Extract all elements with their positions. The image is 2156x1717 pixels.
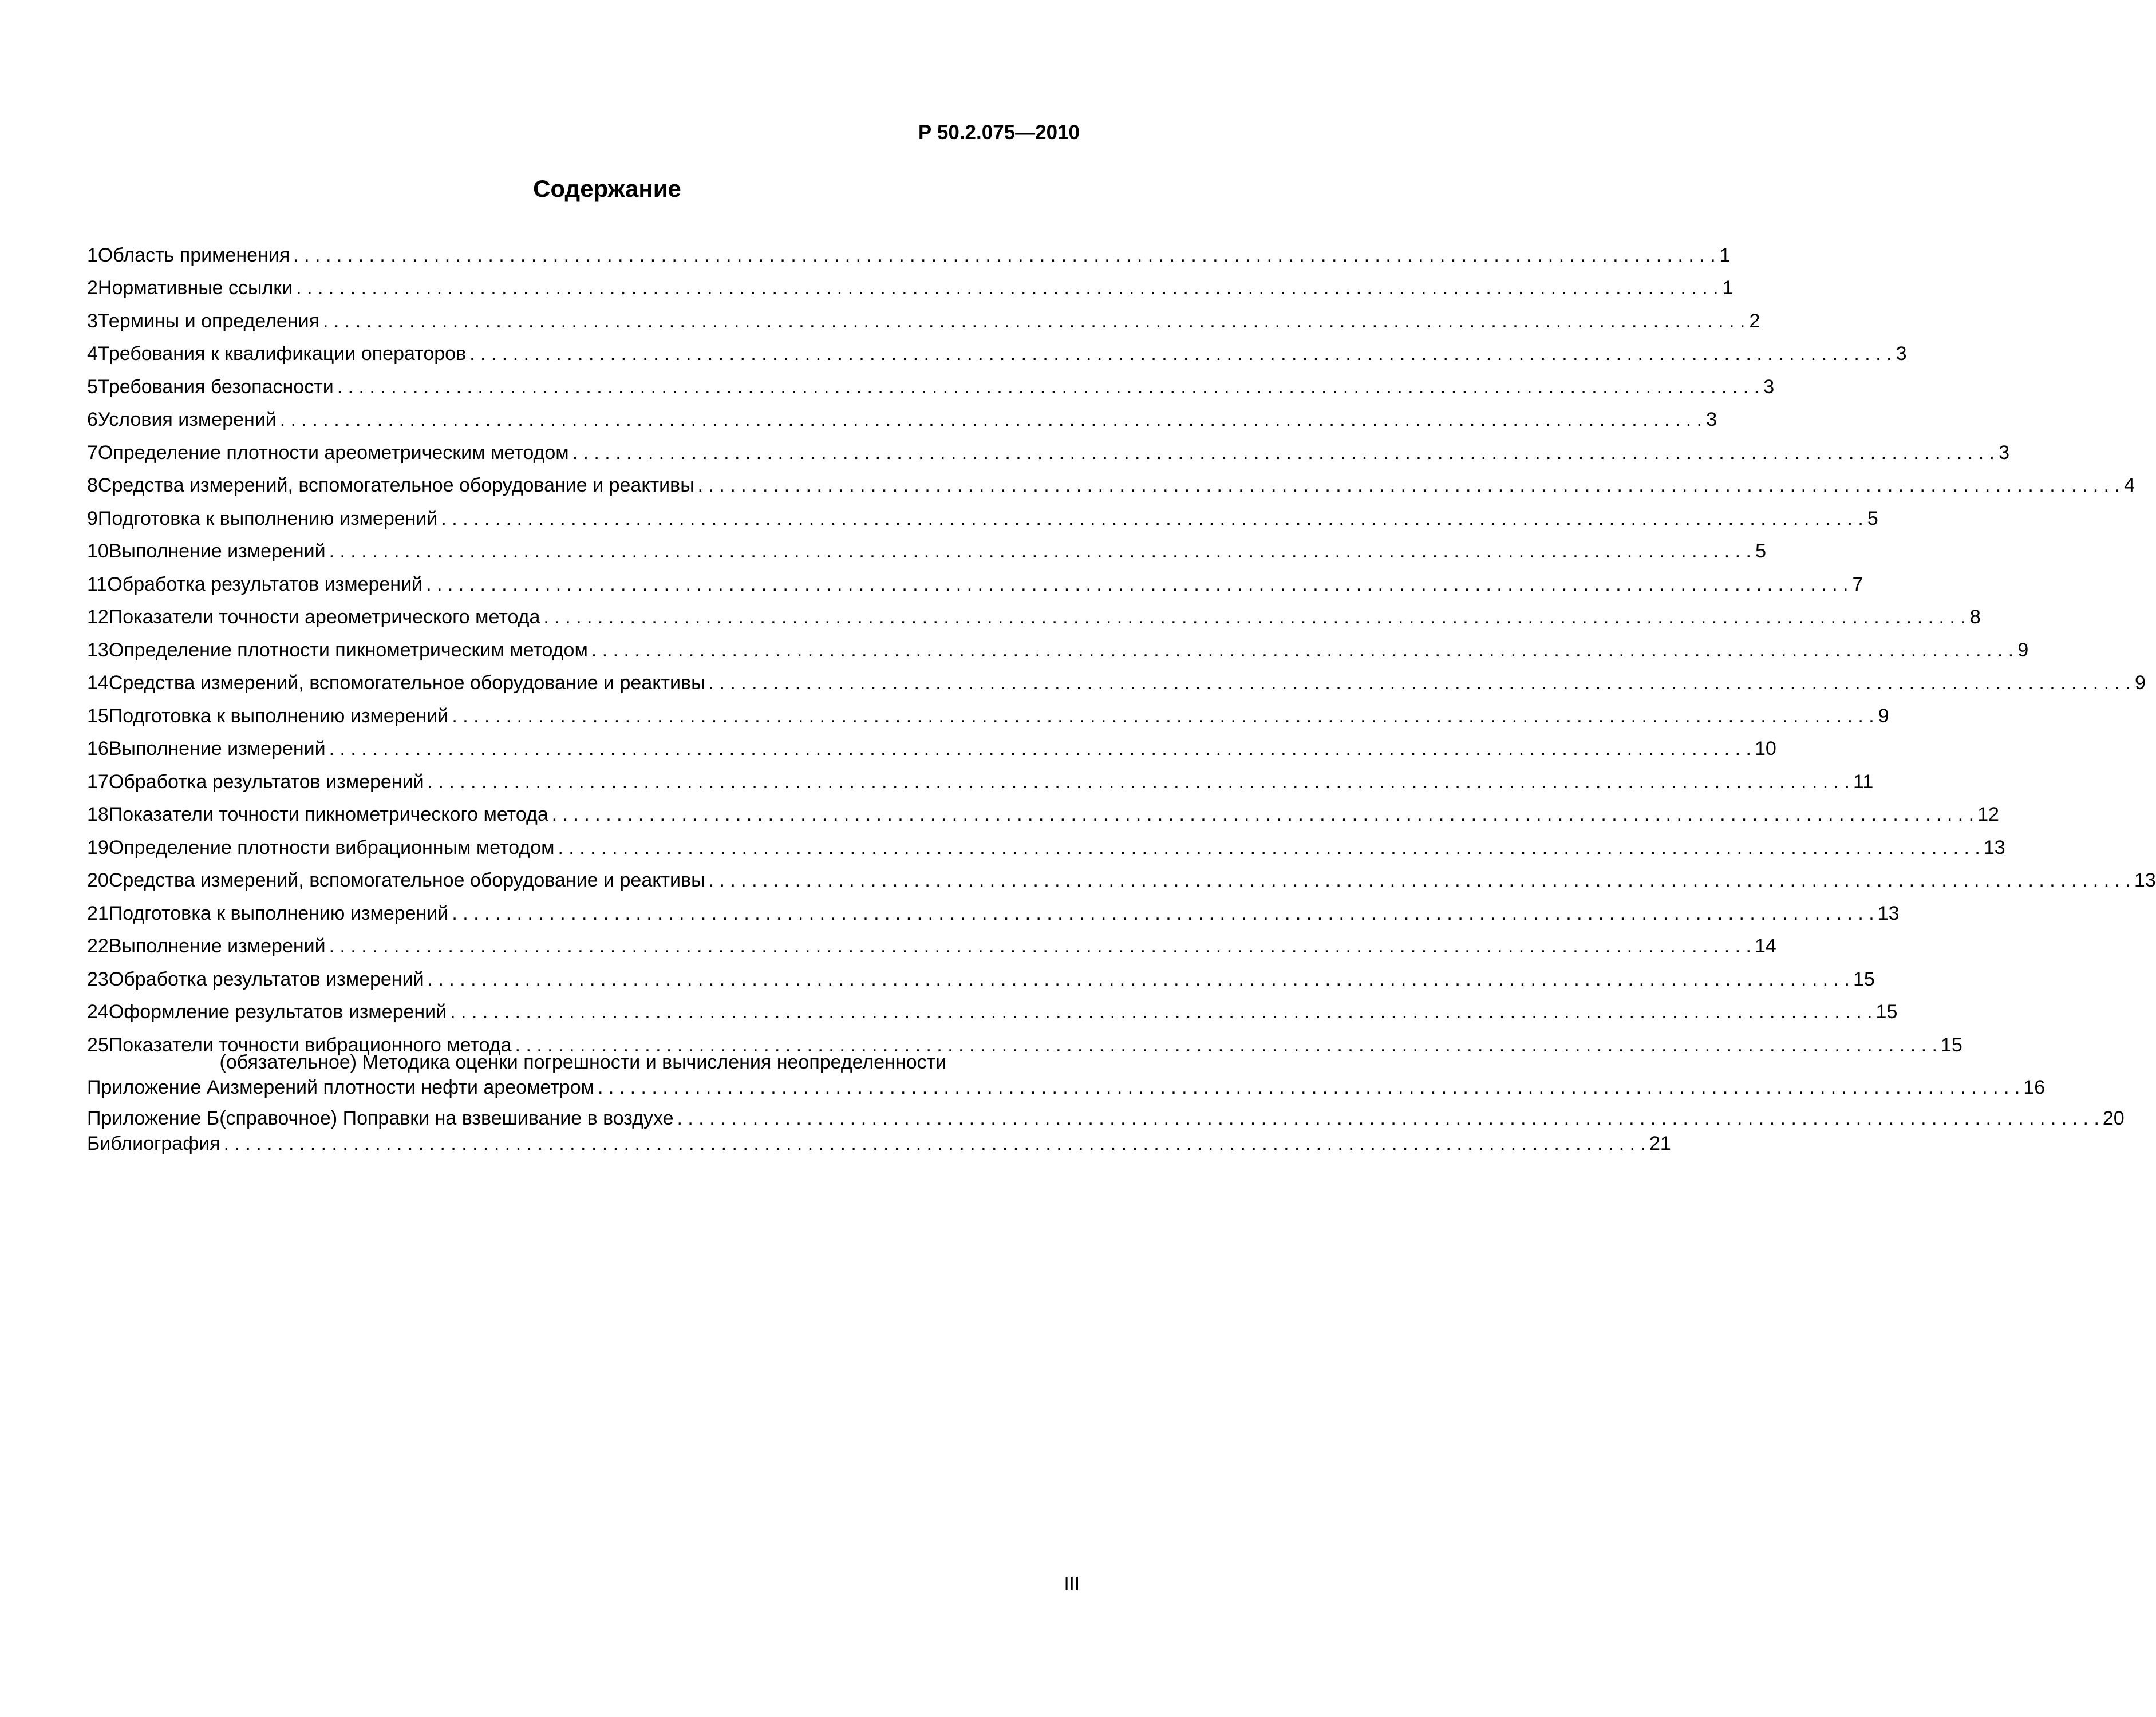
- toc-entry-number: 9: [87, 507, 98, 529]
- toc-entry-page: 11: [1853, 770, 1874, 793]
- table-of-contents: [87, 234, 2156, 1057]
- dot-leader: [709, 671, 2131, 694]
- dot-leader: [280, 408, 1702, 431]
- bibliography-entry[interactable]: [87, 1131, 1671, 1156]
- dot-leader: [698, 474, 2120, 497]
- toc-entry-page: 13: [1877, 902, 1900, 924]
- toc-entry[interactable]: [87, 793, 1999, 826]
- toc-entry-number: 16: [87, 738, 109, 759]
- toc-entry[interactable]: [87, 464, 2135, 497]
- dot-leader: [441, 507, 1863, 530]
- toc-entry-label: Показатели точности пикнометрического метода: [108, 804, 548, 825]
- toc-entry[interactable]: [87, 398, 1717, 432]
- appendix-b-title: (справочное) Поправки на взвешивание в воздухе: [219, 1107, 674, 1129]
- dot-leader: [591, 639, 2013, 662]
- appendix-b-prefix: Приложение Б: [87, 1107, 220, 1129]
- toc-entry-page: 3: [1763, 375, 1775, 398]
- toc-entry[interactable]: [87, 530, 1766, 563]
- toc-entry[interactable]: [87, 596, 1981, 629]
- toc-entry-label: Подготовка к выполнению измерений: [97, 507, 438, 529]
- toc-entry-label: Обработка результатов измерений: [108, 968, 424, 990]
- toc-entry-number: 14: [87, 672, 109, 694]
- toc-entry-page: 7: [1852, 573, 1863, 595]
- toc-entry-page: 5: [1867, 507, 1878, 529]
- toc-entry-number: 12: [87, 606, 109, 628]
- toc-entry[interactable]: [87, 234, 1731, 267]
- toc-entry-number: 18: [87, 804, 109, 825]
- appendix-a-entry[interactable]: [87, 1050, 2046, 1100]
- dot-leader: [329, 935, 1751, 958]
- toc-entry-page: 9: [2135, 672, 2146, 694]
- dot-leader: [296, 276, 1718, 299]
- toc-entry-label: Средства измерений, вспомогательное оборудование и реактивы: [97, 474, 694, 496]
- toc-entry-label: Средства измерений, вспомогательное оборудование и реактивы: [108, 869, 705, 891]
- toc-entry[interactable]: [87, 925, 1776, 958]
- bibliography-page: 21: [1649, 1133, 1671, 1154]
- toc-entry[interactable]: [87, 365, 1775, 398]
- toc-entry[interactable]: [87, 299, 1760, 333]
- toc-entry-page: 3: [1999, 441, 2009, 464]
- dot-leader: [552, 803, 1974, 826]
- toc-entry[interactable]: [87, 662, 2146, 695]
- toc-entry-number: 6: [87, 409, 98, 430]
- toc-entry-number: 8: [87, 474, 98, 496]
- toc-entry[interactable]: [87, 991, 1898, 1024]
- toc-entry-label: Требования безопасности: [97, 375, 334, 398]
- dot-leader: [598, 1075, 2020, 1100]
- toc-entry[interactable]: [87, 267, 1734, 300]
- toc-entry-label: Показатели точности вибрационного метода: [108, 1034, 512, 1056]
- toc-entry[interactable]: [87, 892, 1900, 925]
- toc-entry-number: 25: [87, 1034, 109, 1056]
- toc-entry-page: 10: [1754, 738, 1776, 759]
- dot-leader: [428, 968, 1850, 991]
- toc-entry-label: Выполнение измерений: [108, 540, 326, 562]
- toc-entry-number: 7: [87, 441, 98, 464]
- toc-entry-label: Выполнение измерений: [108, 935, 326, 957]
- toc-entry-number: 11: [87, 573, 108, 595]
- dot-leader: [426, 573, 1848, 596]
- toc-entry-label: Оформление результатов измерений: [108, 1001, 447, 1023]
- toc-entry-label: Условия измерений: [97, 409, 277, 430]
- toc-entry[interactable]: [87, 431, 2009, 464]
- toc-entry-number: 21: [87, 902, 109, 924]
- toc-entry-page: 15: [1940, 1034, 1962, 1056]
- toc-entry-page: 9: [2017, 639, 2029, 661]
- toc-entry[interactable]: [87, 694, 1889, 727]
- toc-entry-label: Показатели точности ареометрического метода: [108, 606, 540, 628]
- toc-entry[interactable]: [87, 859, 2156, 892]
- toc-entry-page: 1: [1722, 277, 1734, 299]
- toc-entry[interactable]: [87, 760, 1874, 793]
- dot-leader: [329, 737, 1751, 760]
- toc-entry-number: 24: [87, 1001, 109, 1023]
- dot-leader: [469, 342, 1892, 365]
- toc-entry-page: 13: [2134, 869, 2156, 891]
- appendix-b-entry[interactable]: [87, 1106, 2125, 1131]
- toc-entry[interactable]: [87, 563, 1863, 596]
- bibliography-label: Библиография: [87, 1133, 220, 1154]
- toc-entry-number: 17: [87, 770, 109, 793]
- toc-entry-number: 15: [87, 705, 109, 727]
- toc-entry[interactable]: [87, 628, 2029, 662]
- dot-leader: [329, 540, 1751, 563]
- toc-entry-label: Подготовка к выполнению измерений: [108, 705, 449, 727]
- toc-entry-label: Обработка результатов измерений: [107, 573, 423, 595]
- toc-entry-label: Средства измерений, вспомогательное оборудование и реактивы: [108, 672, 705, 694]
- toc-entry-page: 4: [2124, 474, 2135, 496]
- dot-leader: [543, 606, 1965, 628]
- appendix-a-title-line1: (обязательное) Методика оценки погрешности и вычисления неопределенности: [219, 1051, 947, 1073]
- dot-leader: [428, 770, 1850, 793]
- dot-leader: [452, 705, 1874, 727]
- toc-entry-number: 22: [87, 935, 109, 957]
- toc-entry-number: 10: [87, 540, 109, 562]
- toc-entry-page: 2: [1749, 310, 1760, 332]
- toc-entry[interactable]: [87, 958, 1875, 991]
- toc-entry-label: Выполнение измерений: [108, 738, 326, 759]
- toc-entry-label: Область применения: [97, 244, 290, 266]
- toc-entry-number: 20: [87, 869, 109, 891]
- dot-leader: [677, 1106, 2099, 1131]
- toc-entry-label: Нормативные ссылки: [97, 277, 293, 299]
- dot-leader: [709, 869, 2131, 892]
- document-number: Р 50.2.075—2010: [918, 121, 1080, 144]
- toc-entry-number: 3: [87, 310, 98, 332]
- page-title: Содержание: [533, 175, 681, 202]
- toc-entry-page: 13: [1983, 836, 2005, 858]
- dot-leader: [450, 1000, 1872, 1023]
- toc-entry-page: 9: [1878, 705, 1889, 727]
- appendix-a-title-line2: измерений плотности нефти ареометром: [219, 1077, 594, 1098]
- toc-entry-page: 5: [1755, 540, 1766, 562]
- toc-entry-label: Определение плотности ареометрическим методом: [97, 441, 569, 464]
- toc-entry-label: Требования к квалификации операторов: [97, 343, 467, 365]
- toc-entry[interactable]: [87, 333, 1907, 366]
- dot-leader: [224, 1131, 1646, 1156]
- toc-entry-page: 3: [1706, 409, 1717, 430]
- toc-entry-number: 4: [87, 343, 98, 365]
- toc-entry-page: 8: [1969, 606, 1981, 628]
- toc-entry-number: 1: [87, 244, 98, 266]
- toc-entry-page: 14: [1754, 935, 1776, 957]
- toc-entry-page: 15: [1875, 1001, 1898, 1023]
- dot-leader: [293, 244, 1715, 267]
- appendix-b-page: 20: [2102, 1107, 2125, 1129]
- toc-entry-number: 13: [87, 639, 109, 661]
- appendix-a-prefix: Приложение А: [87, 1077, 220, 1098]
- dot-leader: [337, 375, 1759, 398]
- toc-entry-label: Определение плотности вибрационным методом: [108, 836, 555, 858]
- dot-leader: [572, 441, 1995, 464]
- toc-entry-number: 5: [87, 375, 98, 398]
- dot-leader: [452, 902, 1874, 925]
- toc-entry[interactable]: [87, 727, 1776, 761]
- appendix-a-page: 16: [2023, 1077, 2046, 1098]
- toc-entry-label: Подготовка к выполнению измерений: [108, 902, 449, 924]
- toc-entry-page: 3: [1896, 343, 1907, 365]
- toc-entry-page: 1: [1719, 244, 1731, 266]
- toc-entry[interactable]: [87, 497, 1878, 530]
- toc-entry[interactable]: [87, 826, 2005, 859]
- toc-entry-label: Термины и определения: [97, 310, 320, 332]
- toc-entry-page: 12: [1977, 804, 1999, 825]
- dot-leader: [323, 310, 1745, 333]
- toc-entry-number: 2: [87, 277, 98, 299]
- toc-entry-number: 23: [87, 968, 109, 990]
- page-number-roman: III: [1064, 1573, 1080, 1594]
- toc-entry-label: Обработка результатов измерений: [108, 770, 424, 793]
- toc-entry-label: Определение плотности пикнометрическим методом: [108, 639, 588, 661]
- dot-leader: [558, 836, 1980, 859]
- toc-entry-number: 19: [87, 836, 109, 858]
- toc-entry-page: 15: [1853, 968, 1875, 990]
